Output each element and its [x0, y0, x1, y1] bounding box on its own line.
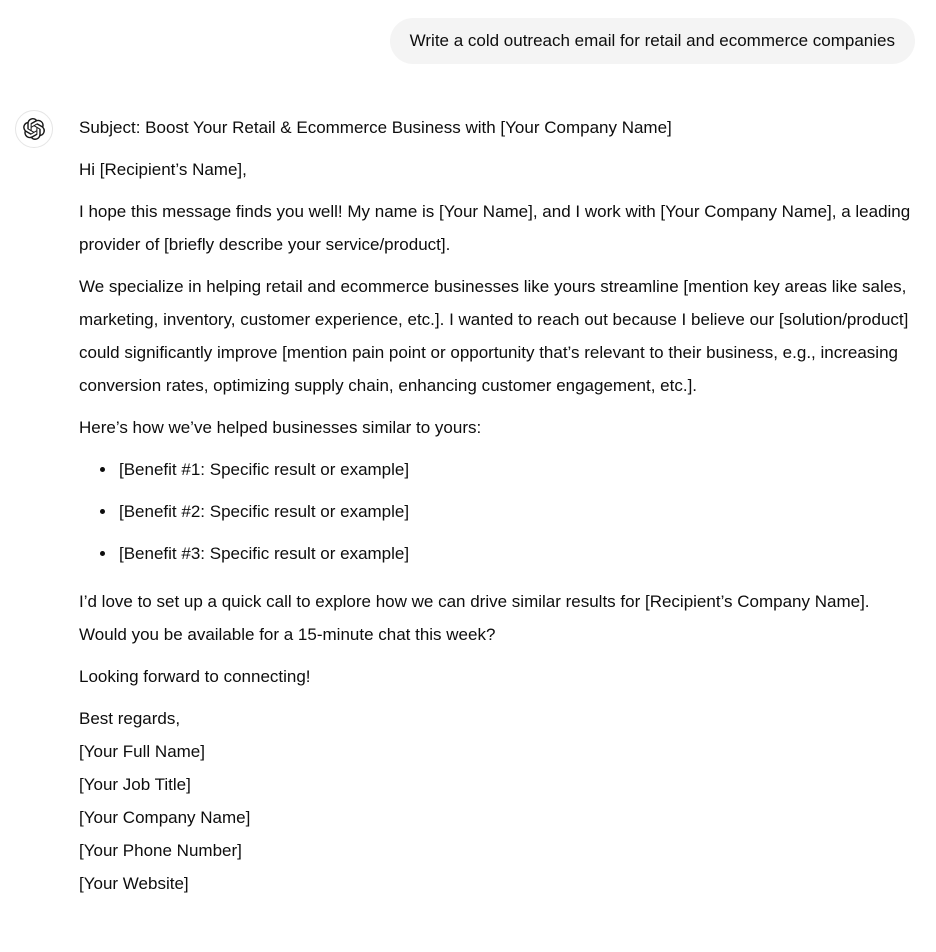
email-signature [79, 702, 911, 900]
benefit-list-item: • [Benefit #3: Specific result or example] [117, 537, 911, 570]
openai-logo-icon [23, 118, 45, 140]
assistant-message-content [79, 110, 911, 900]
assistant-avatar [15, 110, 53, 148]
email-greeting: Hi [Recipient’s Name], [79, 160, 247, 179]
email-paragraph-call-to-action: I’d love to set up a quick call to explore how we can drive similar results for [Recipient’s Company Name]. Would you be available for a 15-minute chat this week? [79, 592, 870, 644]
signature-line: [Your Website] [79, 874, 189, 893]
benefit-list-item: • [Benefit #1: Specific result or example] [117, 453, 911, 486]
benefit-list-item: • [Benefit #2: Specific result or example] [117, 495, 911, 528]
email-paragraph-closing: Looking forward to connecting! [79, 667, 311, 686]
email-paragraph-intro: I hope this message finds you well! My name is [Your Name], and I work with [Your Company Name], a leading provider of [briefly describe your service/product]. [79, 202, 911, 254]
user-message-row [0, 0, 936, 64]
signature-line: [Your Job Title] [79, 775, 191, 794]
assistant-message-row [0, 110, 936, 900]
user-message-bubble: Write a cold outreach email for retail and ecommerce companies [390, 18, 915, 64]
email-paragraph-specialize: We specialize in helping retail and ecommerce businesses like yours streamline [mention key areas like sales, marketing, inventory, customer experience, etc.]. I wanted to reach out because I believe our [solution/product] could significantly improve [mention pain point or opportunity that’s relevant to their business, e.g., increasing conversion rates, optimizing supply chain, enhancing customer engagement, etc.]. [79, 277, 909, 395]
benefit-list [79, 453, 911, 570]
email-subject-line: Subject: Boost Your Retail & Ecommerce Business with [Your Company Name] [79, 118, 672, 137]
email-list-intro: Here’s how we’ve helped businesses similar to yours: [79, 418, 482, 437]
signature-line: Best regards, [79, 709, 181, 728]
signature-line: [Your Phone Number] [79, 841, 242, 860]
signature-line: [Your Full Name] [79, 742, 205, 761]
signature-line: [Your Company Name] [79, 808, 251, 827]
